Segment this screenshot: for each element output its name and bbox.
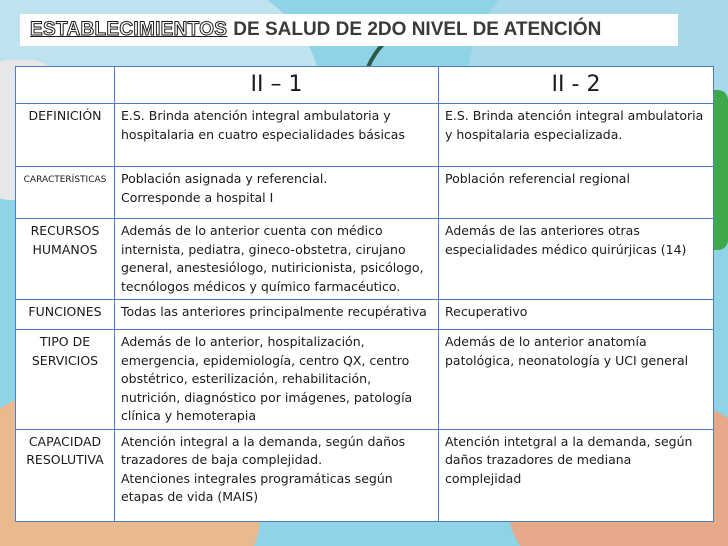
slide-title (20, 14, 678, 46)
table-row (16, 330, 714, 430)
table-cell: E.S. Brinda atención integral ambulatoria y hospitalaria especializada. (439, 104, 714, 167)
table-cell: Atención integral a la demanda, según daños trazadores de baja complejidad. Atenciones integrales programáticas según etapas de vida (MAIS) (115, 429, 439, 521)
table-cell: E.S. Brinda atención integral ambulatoria y hospitalaria en cuatro especialidades básicas (115, 104, 439, 167)
table-cell: Además de lo anterior, hospitalización, emergencia, epidemiología, centro QX, centro obstétrico, esterilización, rehabilitación, nutrición, diagnóstico por imágenes, patología clínica y hemoterapia (115, 330, 439, 430)
table-row (16, 429, 714, 521)
table-cell: Población referencial regional (439, 167, 714, 219)
table-cell: Además de lo anterior cuenta con médico internista, pediatra, gineco-obstetra, cirujano general, anestesiólogo, nutiricionista, psicólogo, tecnólogos médicos y químico farmacéutico. (115, 219, 439, 300)
table-header-row (16, 67, 714, 104)
row-label: RECURSOS HUMANOS (16, 219, 115, 300)
table-cell: Todas las anteriores principalmente recupérativa (115, 300, 439, 330)
table-cell: Población asignada y referencial. Corresponde a hospital I (115, 167, 439, 219)
column-header-empty (16, 67, 115, 104)
row-label: CAPACIDAD RESOLUTIVA (16, 429, 115, 521)
table-row (16, 104, 714, 167)
column-header-ii-2: II - 2 (439, 67, 714, 104)
table-row (16, 167, 714, 219)
table-cell: Recuperativo (439, 300, 714, 330)
table-cell: Además de lo anterior anatomía patológica, neonatología y UCI general (439, 330, 714, 430)
row-label: TIPO DE SERVICIOS (16, 330, 115, 430)
row-label: FUNCIONES (16, 300, 115, 330)
column-header-ii-1: II – 1 (115, 67, 439, 104)
table-cell: Atención intetgral a la demanda, según daños trazadores de mediana complejidad (439, 429, 714, 521)
table-row (16, 219, 714, 300)
row-label: DEFINICIÓN (16, 104, 115, 167)
table-cell: Además de las anteriores otras especialidades médico quirúrjicas (14) (439, 219, 714, 300)
comparison-table (15, 66, 714, 522)
row-label: CARACTERÍSTICAS (16, 167, 115, 219)
title-emphasis: ESTABLECIMIENTOS (30, 19, 228, 40)
title-rest: DE SALUD DE 2DO NIVEL DE ATENCIÓN (233, 19, 602, 40)
table-row (16, 300, 714, 330)
